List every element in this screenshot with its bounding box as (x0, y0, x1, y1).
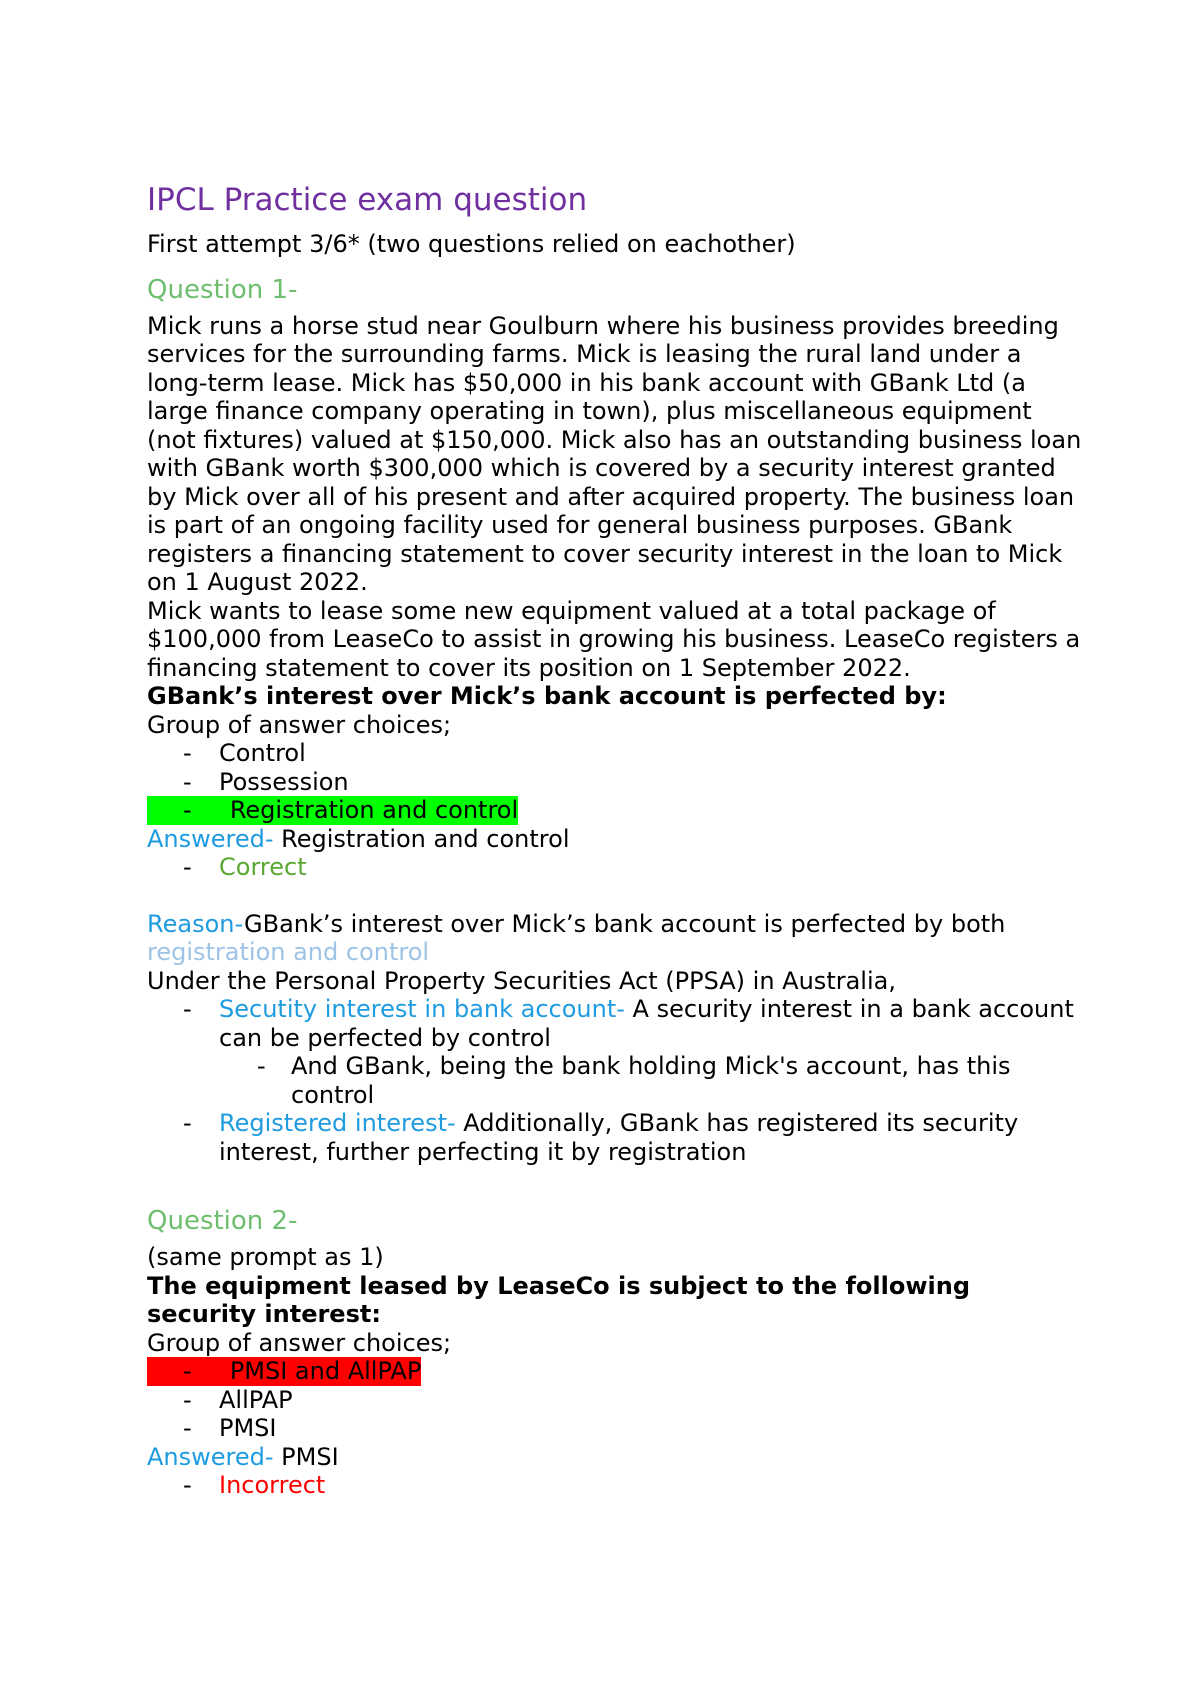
q2-choice-correct (147, 1357, 1087, 1386)
q1-prompt-paragraph-2: Mick wants to lease some new equipment valued at a total package of $100,000 from LeaseCo to assist in growing his business. LeaseCo registers a financing statement to cover its position on 1 September 2022. (147, 596, 1081, 682)
q2-answered-line: Answered- PMSI (147, 1442, 339, 1471)
q1-reason-point-1: - Secutity interest in bank account- A security interest in a bank account can be perfected by control - And GBank, being the bank holding Mick's account, has this control (147, 995, 1087, 1109)
q1-choice: - Control (147, 739, 1087, 768)
q1-choice: - Possession (147, 768, 1087, 797)
q2-choices-list (147, 1357, 1087, 1443)
q1-reason-subpoints (219, 1052, 1087, 1109)
q1-ppsa-line: Under the Personal Property Securities Act (PPSA) in Australia, (147, 966, 896, 995)
q1-reason-points (147, 995, 1087, 1166)
correct-highlight: - Registration and control (147, 796, 518, 825)
q2-result-list (147, 1471, 1087, 1500)
q2-choice: - AllPAP (147, 1386, 1087, 1415)
q1-reason-line: Reason-GBank’s interest over Mick’s bank account is perfected by both (147, 909, 1006, 938)
q1-result-list (147, 853, 1087, 882)
q2-choices-label: Group of answer choices; (147, 1328, 452, 1357)
q1-reason-highlight: registration and control (147, 938, 430, 966)
q2-result: - Incorrect (147, 1471, 1087, 1500)
question-1-heading: Question 1- (147, 274, 298, 305)
first-attempt-note: First attempt 3/6* (two questions relied on eachother) (147, 230, 796, 258)
q1-answered-line: Answered- Registration and control (147, 824, 570, 853)
q1-reason-subpoint: - And GBank, being the bank holding Mick's account, has this control (219, 1052, 1087, 1109)
document-title: IPCL Practice exam question (147, 182, 588, 218)
q2-choice: - PMSI (147, 1414, 1087, 1443)
q1-choices-list (147, 739, 1087, 825)
question-2-heading: Question 2- (147, 1206, 298, 1236)
document-page (147, 178, 1087, 1500)
q2-question: The equipment leased by LeaseCo is subject to the following security interest: (147, 1271, 971, 1328)
q1-choice-selected (147, 796, 1087, 825)
q1-choices-label: Group of answer choices; (147, 710, 452, 739)
q1-question: GBank’s interest over Mick’s bank account is perfected by: (147, 682, 947, 710)
wrong-highlight: - PMSI and AllPAP (147, 1357, 421, 1386)
q1-result: - Correct (147, 853, 1087, 882)
q2-prompt-note: (same prompt as 1) (147, 1243, 384, 1271)
q1-prompt-paragraph-1: Mick runs a horse stud near Goulburn where his business provides breeding services for the surrounding farms. Mick is leasing the rural land under a long-term lease. Mick has $50,000 in his bank account with GBank Ltd (a large finance company operating in town), plus miscellaneous equipment (not fixtures) valued at $150,000. Mick also has an outstanding business loan with GBank worth $300,000 which is covered by a security interest granted by Mick over all of his present and after acquired property. The business loan is part of an ongoing facility used for general business purposes. GBank registers a financing statement to cover security interest in the loan to Mick on 1 August 2022. (147, 311, 1082, 596)
q1-reason-point-2: - Registered interest- Additionally, GBank has registered its security interest, further perfecting it by registration (147, 1109, 1087, 1166)
